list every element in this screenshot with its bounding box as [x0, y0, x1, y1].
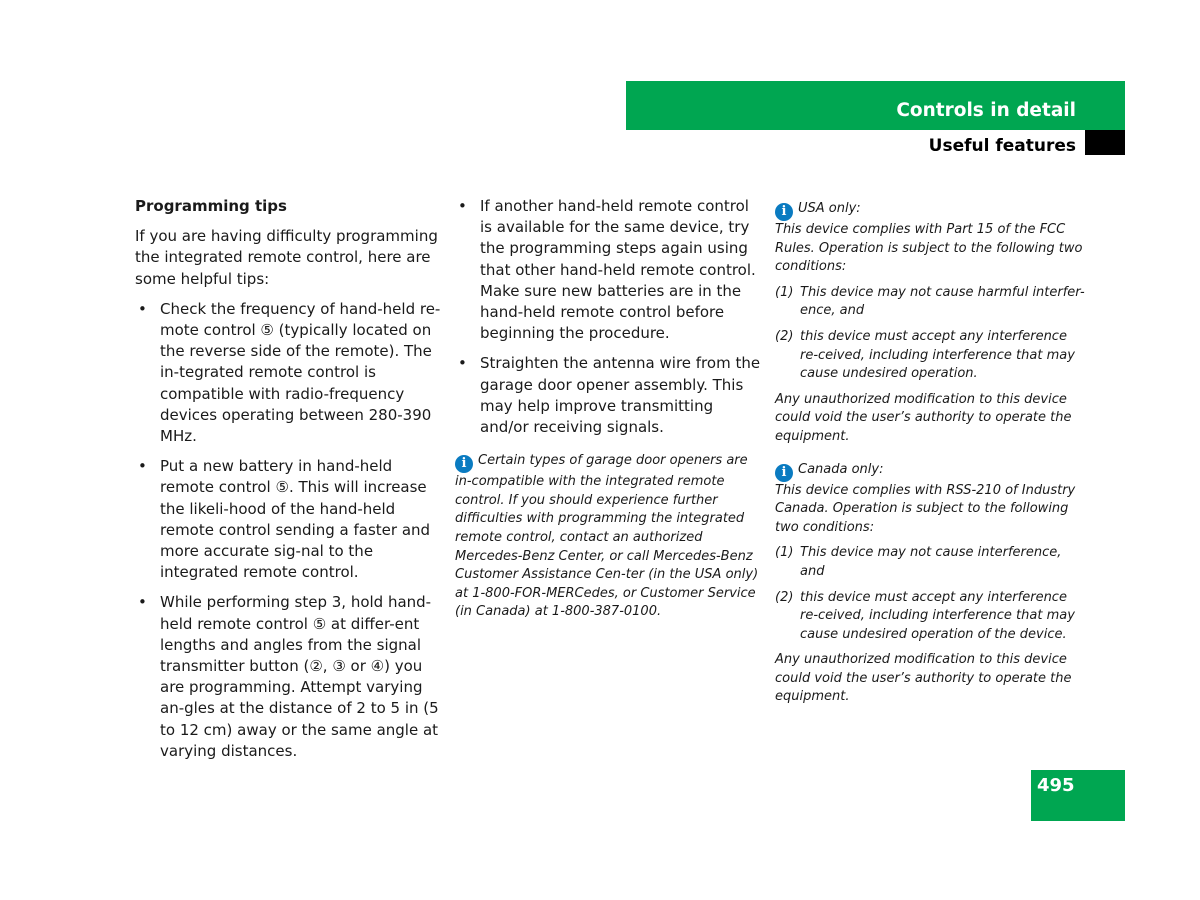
canada-notice: [775, 461, 1087, 538]
usa-label: USA only:: [798, 201, 861, 216]
programming-tips-heading: Programming tips: [135, 197, 287, 215]
page-number: 495: [1037, 775, 1075, 796]
usa-conditions: [775, 284, 1087, 384]
column-left: [135, 196, 441, 771]
item-number: (2): [775, 328, 794, 344]
item-text: this device must accept any interference re-ceived, including interference that may cause undesired operation.: [800, 328, 1075, 382]
info-icon: i: [455, 455, 473, 473]
list-item: • Straighten the antenna wire from the garage door opener assembly. This may help improve transmitting and/or receiving signals.: [455, 353, 761, 438]
item-number: (1): [775, 545, 794, 561]
canada-conditions: [775, 544, 1087, 644]
section-title: Controls in detail: [896, 100, 1076, 121]
column-middle: [455, 196, 761, 622]
list-item: [775, 544, 1087, 581]
canada-label: Canada only:: [798, 461, 884, 477]
list-item: [775, 284, 1087, 321]
list-item: [775, 328, 1087, 384]
usa-notice: [775, 200, 1087, 277]
item-number: (1): [775, 284, 794, 300]
section-subtitle: Useful features: [928, 136, 1076, 156]
tips-list-continued: [455, 196, 761, 438]
tips-list: [135, 299, 441, 762]
info-note-text: Certain types of garage door openers are in-compatible with the integrated remote control. If you should experience further difficulties with programming the integrated remote control, contact an authorized Mercedes-Benz Center, or call Mercedes-Benz Customer Assistance Cen-ter (in the USA only) at 1-800-FOR-MERCedes, or Customer Service (in Canada) at 1-800-387-0100.: [455, 453, 759, 620]
column-right: [775, 200, 1087, 714]
info-icon: i: [775, 464, 793, 482]
item-text: This device may not cause harmful interfer-ence, and: [800, 284, 1085, 319]
item-number: (2): [775, 589, 794, 605]
list-item: • Put a new battery in hand-held remote control ⑤. This will increase the likeli-hood of the hand-held remote control sending a faster and more accurate sig-nal to the integrated remote control.: [135, 456, 441, 583]
header-marker: [1085, 130, 1125, 155]
list-item: • Check the frequency of hand-held re-mote control ⑤ (typically located on the reverse side of the remote). The in-tegrated remote control is compatible with radio-frequency devices operating between 280-390 MHz.: [135, 299, 441, 447]
item-text: This device may not cause interference, and: [800, 545, 1062, 579]
usa-text: This device complies with Part 15 of the FCC Rules. Operation is subject to the following two conditions:: [775, 222, 1083, 275]
usa-footer: Any unauthorized modification to this device could void the user’s authority to operate the equipment.: [775, 391, 1072, 444]
list-item: • If another hand-held remote control is available for the same device, try the programming steps again using that other hand-held remote control. Make sure new batteries are in the hand-held remote control before beginning the procedure.: [455, 196, 761, 344]
info-icon: i: [775, 203, 793, 221]
list-item: • While performing step 3, hold hand-held remote control ⑤ at differ-ent lengths and angles from the signal transmitter button (②, ③ or ④) you are programming. Attempt varying an-gles at the distance of 2 to 5 in (5 to 12 cm) away or the same angle at varying distances.: [135, 592, 441, 762]
list-item: [775, 589, 1087, 645]
canada-footer: Any unauthorized modification to this device could void the user’s authority to operate the equipment.: [775, 652, 1072, 705]
item-text: this device must accept any interference re-ceived, including interference that may cause undesired operation of the device.: [800, 589, 1075, 642]
info-note: [455, 452, 761, 622]
canada-text: This device complies with RSS-210 of Industry Canada. Operation is subject to the following two conditions:: [775, 482, 1076, 535]
intro-paragraph: If you are having difficulty programming the integrated remote control, here are some helpful tips:: [135, 227, 438, 288]
